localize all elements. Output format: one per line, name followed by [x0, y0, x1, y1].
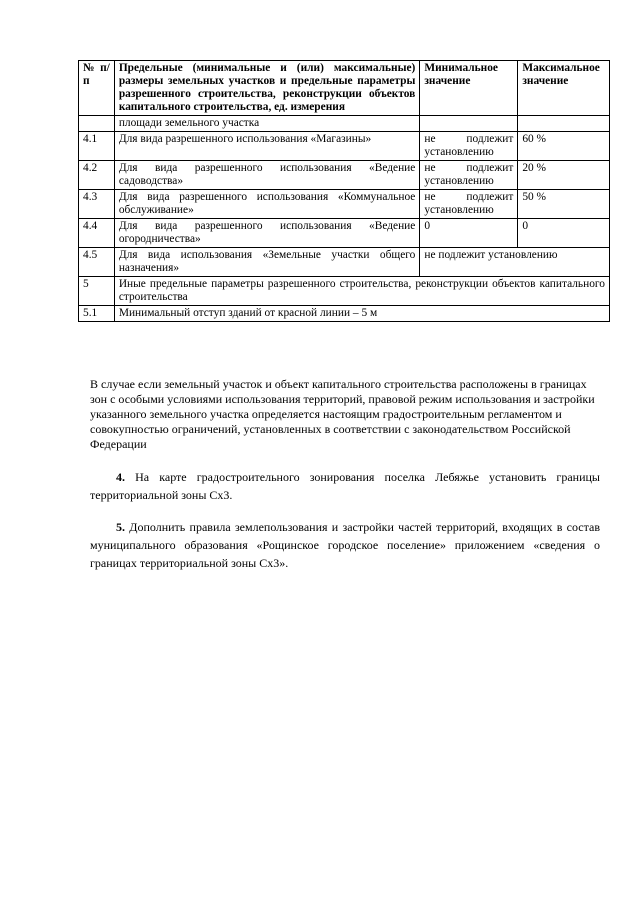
- row-min: 0: [420, 219, 518, 248]
- item-number: 5.: [116, 520, 125, 534]
- header-parameter: Предельные (минимальные и (или) максимальные) размеры земельных участков и предельные параметры разрешенного строительства, реконструкции объектов капитального строительства, ед. измерения: [114, 61, 420, 116]
- table-row: [79, 161, 610, 190]
- row-description: Для вида разрешенного использования «Ведение садоводства»: [114, 161, 420, 190]
- paragraph-item-4: [90, 468, 600, 504]
- table-row: [79, 248, 610, 277]
- item-number: 4.: [116, 470, 125, 484]
- header-max: Максимальное значение: [518, 61, 610, 116]
- table-row: [79, 306, 610, 322]
- row-min: не подлежит установлению: [420, 132, 518, 161]
- row-description: Для вида разрешенного использования «Коммунальное обслуживание»: [114, 190, 420, 219]
- header-min: Минимальное значение: [420, 61, 518, 116]
- row-number: 5.1: [79, 306, 115, 322]
- row-merged-value: не подлежит установлению: [420, 248, 610, 277]
- row-min: не подлежит установлению: [420, 190, 518, 219]
- row-max: 60 %: [518, 132, 610, 161]
- table-row: [79, 132, 610, 161]
- row-min: не подлежит установлению: [420, 161, 518, 190]
- paragraph-special-zones: В случае если земельный участок и объект капитального строительства расположены в границах зон с особыми условиями использования территорий, правовой режим использования и застройки указанного земельного участка определяется настоящим градостроительным регламентом и совокупностью ограничений, установленных в соответствии с законодательством Российской Федерации: [90, 377, 595, 451]
- cell-empty: [420, 116, 518, 132]
- row-description: Иные предельные параметры разрешенного строительства, реконструкции объектов капитального строительства: [114, 277, 609, 306]
- table-row: [79, 219, 610, 248]
- table-row: [79, 116, 610, 132]
- row-description: Для вида использования «Земельные участки общего назначения»: [114, 248, 420, 277]
- table-row: [79, 190, 610, 219]
- regulations-table: [78, 60, 610, 322]
- row-number: 5: [79, 277, 115, 306]
- table-row: [79, 277, 610, 306]
- header-number: № п/п: [79, 61, 115, 116]
- paragraph-item-5: [90, 518, 600, 572]
- item-text: На карте градостроительного зонирования поселка Лебяжье установить границы территориальной зоны Сх3.: [90, 470, 600, 502]
- row-description: Минимальный отступ зданий от красной линии – 5 м: [114, 306, 609, 322]
- table-header-row: [79, 61, 610, 116]
- cell-empty: [79, 116, 115, 132]
- row-number: 4.3: [79, 190, 115, 219]
- row-max: 50 %: [518, 190, 610, 219]
- row-max: 20 %: [518, 161, 610, 190]
- continuation-cell: площади земельного участка: [114, 116, 420, 132]
- item-text: Дополнить правила землепользования и застройки частей территорий, входящих в состав муниципального образования «Рощинское городское поселение» приложением «сведения о границах территориальной зоны Сх3».: [90, 520, 600, 570]
- row-description: Для вида разрешенного использования «Магазины»: [114, 132, 420, 161]
- row-number: 4.2: [79, 161, 115, 190]
- row-number: 4.4: [79, 219, 115, 248]
- row-description: Для вида разрешенного использования «Ведение огородничества»: [114, 219, 420, 248]
- row-max: 0: [518, 219, 610, 248]
- cell-empty: [518, 116, 610, 132]
- row-number: 4.1: [79, 132, 115, 161]
- row-number: 4.5: [79, 248, 115, 277]
